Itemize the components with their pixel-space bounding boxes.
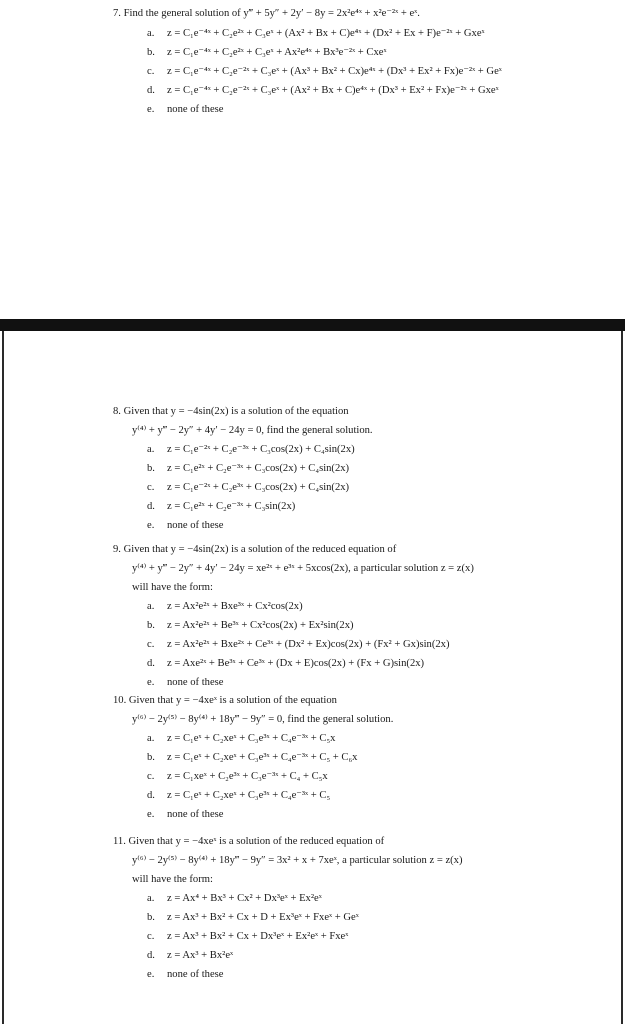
question-7 xyxy=(113,4,502,119)
page-divider xyxy=(0,319,625,331)
question-10-line2: y⁽⁶⁾ − 2y⁽⁵⁾ − 8y⁽⁴⁾ + 18y‴ − 9y″ = 0, find the general solution. xyxy=(132,714,394,725)
option-d[interactable]: d. z = C₁e²ˣ + C₂e⁻³ˣ + C₃sin(2x) xyxy=(147,501,296,512)
option-c[interactable]: c. z = Ax³ + Bx² + Cx + Dx³eˣ + Ex²eˣ + Fxeˣ xyxy=(147,931,349,942)
option-a[interactable]: a. z = C₁e⁻⁴ˣ + C₂e²ˣ + C₃eˣ + (Ax² + Bx + C)e⁴ˣ + (Dx² + Ex + F)e⁻²ˣ + Gxeˣ xyxy=(147,28,485,39)
option-a[interactable]: a. z = Ax²e²ˣ + Bxe³ˣ + Cx²cos(2x) xyxy=(147,601,303,612)
question-9 xyxy=(113,540,474,692)
question-10 xyxy=(113,691,393,824)
question-8 xyxy=(113,402,373,535)
question-9-line2: y⁽⁴⁾ + y‴ − 2y″ + 4y′ − 24y = xe²ˣ + e³ˣ + 5xcos(2x), a particular solution z = z(x) xyxy=(132,563,474,574)
option-e[interactable]: e. none of these xyxy=(147,677,224,688)
option-c[interactable]: c. z = C₁e⁻²ˣ + C₂e³ˣ + C₃cos(2x) + C₄sin(2x) xyxy=(147,482,350,493)
option-d[interactable]: d. z = C₁e⁻⁴ˣ + C₂e⁻²ˣ + C₃eˣ + (Ax² + Bx + C)e⁴ˣ + (Dx³ + Ex² + Fx)e⁻²ˣ + Gxeˣ xyxy=(147,85,499,96)
option-e[interactable]: e. none of these xyxy=(147,104,224,115)
option-b[interactable]: b. z = C₁eˣ + C₂xeˣ + C₃e³ˣ + C₄e⁻³ˣ + C₅ + C₆x xyxy=(147,752,358,763)
question-8-line2: y⁽⁴⁾ + y‴ − 2y″ + 4y′ − 24y = 0, find the general solution. xyxy=(132,425,373,436)
question-11 xyxy=(113,832,463,984)
option-b[interactable]: b. z = C₁e²ˣ + C₂e⁻³ˣ + C₃cos(2x) + C₄sin(2x) xyxy=(147,463,350,474)
option-e[interactable]: e. none of these xyxy=(147,969,224,980)
question-8-line1: 8. Given that y = −4sin(2x) is a solution of the equation xyxy=(113,406,349,417)
question-11-line3: will have the form: xyxy=(132,874,213,885)
option-a[interactable]: a. z = C₁e⁻²ˣ + C₂e⁻³ˣ + C₃cos(2x) + C₄sin(2x) xyxy=(147,444,355,455)
question-11-line1: 11. Given that y = −4xeˣ is a solution of the reduced equation of xyxy=(113,836,385,847)
option-d[interactable]: d. z = Axe²ˣ + Be³ˣ + Ce³ˣ + (Dx + E)cos(2x) + (Fx + G)sin(2x) xyxy=(147,658,425,669)
option-c[interactable]: c. z = Ax²e²ˣ + Bxe²ˣ + Ce³ˣ + (Dx² + Ex)cos(2x) + (Fx² + Gx)sin(2x) xyxy=(147,639,450,650)
option-b[interactable]: b. z = Ax²e²ˣ + Be³ˣ + Cx²cos(2x) + Ex²sin(2x) xyxy=(147,620,354,631)
question-9-line1: 9. Given that y = −4sin(2x) is a solution of the reduced equation of xyxy=(113,544,397,555)
option-e[interactable]: e. none of these xyxy=(147,809,224,820)
option-d[interactable]: d. z = C₁eˣ + C₂xeˣ + C₃e³ˣ + C₄e⁻³ˣ + C₅ xyxy=(147,790,331,801)
left-border xyxy=(2,331,4,1024)
option-c[interactable]: c. z = C₁e⁻⁴ˣ + C₂e⁻²ˣ + C₃eˣ + (Ax³ + Bx² + Cx)e⁴ˣ + (Dx³ + Ex² + Fx)e⁻²ˣ + Geˣ xyxy=(147,66,502,77)
right-border xyxy=(621,331,623,1024)
question-text: Find the general solution of y‴ + 5y″ + 2y′ − 8y = 2x²e⁴ˣ + x²e⁻²ˣ + eˣ. xyxy=(123,8,420,19)
option-a[interactable]: a. z = Ax⁴ + Bx³ + Cx² + Dx³eˣ + Ex²eˣ xyxy=(147,893,322,904)
option-a[interactable]: a. z = C₁eˣ + C₂xeˣ + C₃e³ˣ + C₄e⁻³ˣ + C₅x xyxy=(147,733,336,744)
option-b[interactable]: b. z = C₁e⁻⁴ˣ + C₂e²ˣ + C₃eˣ + Ax²e⁴ˣ + Bx³e⁻²ˣ + Cxeˣ xyxy=(147,47,387,58)
question-11-line2: y⁽⁶⁾ − 2y⁽⁵⁾ − 8y⁽⁴⁾ + 18y‴ − 9y″ = 3x² + x + 7xeˣ, a particular solution z = z(x) xyxy=(132,855,463,866)
option-b[interactable]: b. z = Ax³ + Bx² + Cx + D + Ex³eˣ + Fxeˣ + Geˣ xyxy=(147,912,359,923)
question-7-stem xyxy=(113,4,502,23)
question-number: 7. xyxy=(113,8,121,19)
question-9-line3: will have the form: xyxy=(132,582,213,593)
option-c[interactable]: c. z = C₁xeˣ + C₂e³ˣ + C₃e⁻³ˣ + C₄ + C₅x xyxy=(147,771,328,782)
option-e[interactable]: e. none of these xyxy=(147,520,224,531)
option-d[interactable]: d. z = Ax³ + Bx²eˣ xyxy=(147,950,234,961)
question-10-line1: 10. Given that y = −4xeˣ is a solution of the equation xyxy=(113,695,337,706)
